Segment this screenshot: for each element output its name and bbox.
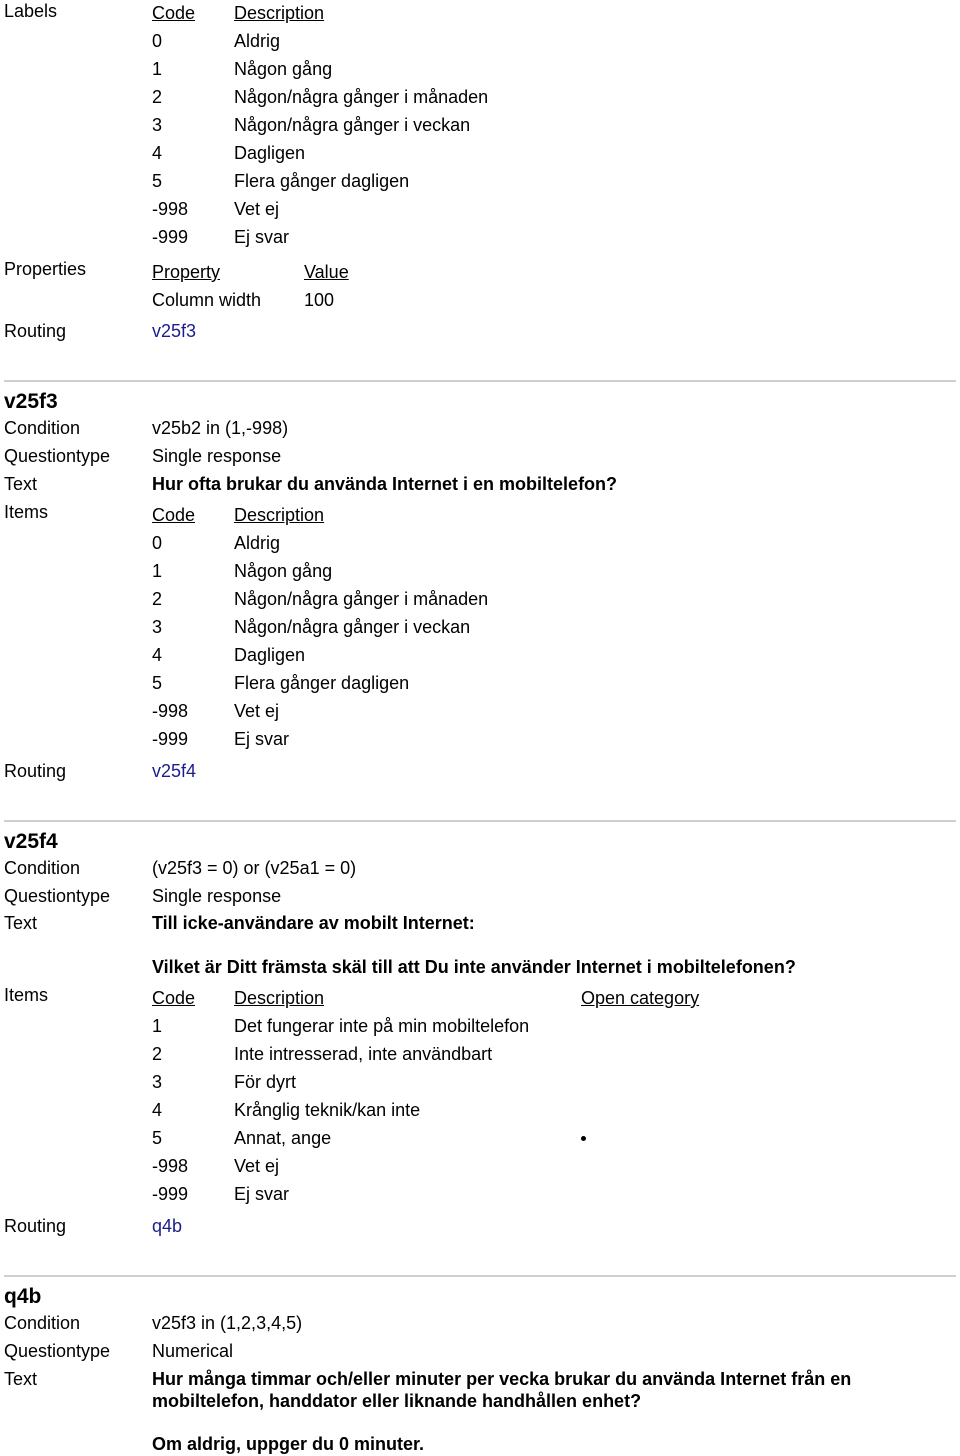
condition-value: v25f3 in (1,2,3,4,5): [152, 1313, 303, 1333]
condition-label: Condition: [4, 418, 81, 438]
item-code: 0: [152, 533, 163, 553]
item-description: Flera gånger dagligen: [234, 171, 410, 191]
item-code: 2: [152, 1044, 163, 1064]
section-divider: [4, 820, 956, 822]
description-header: Description: [234, 3, 325, 23]
questiontype-value: Numerical: [152, 1341, 234, 1361]
item-code: 5: [152, 171, 163, 191]
question-title: v25f3: [4, 390, 58, 413]
item-code: 4: [152, 645, 163, 665]
questiontype-label: Questiontype: [4, 886, 111, 906]
item-description: För dyrt: [234, 1072, 297, 1092]
item-description: Annat, ange: [234, 1128, 332, 1148]
item-code: -998: [152, 199, 189, 219]
questiontype-value: Single response: [152, 446, 282, 466]
property-header: Property: [152, 262, 221, 282]
item-description: Någon/några gånger i veckan: [234, 617, 471, 637]
questiontype-label: Questiontype: [4, 1341, 111, 1361]
question-title: v25f4: [4, 830, 58, 853]
item-code: 4: [152, 143, 163, 163]
item-description: Dagligen: [234, 143, 306, 163]
code-header: Code: [152, 505, 196, 525]
routing-label: Routing: [4, 761, 67, 781]
properties-label: Properties: [4, 259, 87, 279]
item-description: Någon gång: [234, 561, 333, 581]
description-header: Description: [234, 505, 325, 525]
item-code: 2: [152, 589, 163, 609]
question-text-line-2: Vilket är Ditt främsta skäl till att Du inte använder Internet i mobiltelefonen?: [152, 957, 796, 977]
item-description: Någon gång: [234, 59, 333, 79]
open-category-header: Open category: [581, 988, 700, 1008]
question-title: q4b: [4, 1285, 42, 1308]
item-code: 1: [152, 561, 163, 581]
item-code: -999: [152, 227, 189, 247]
item-code: 3: [152, 1072, 163, 1092]
property-name: Column width: [152, 290, 262, 310]
items-label: Items: [4, 502, 49, 522]
routing-label: Routing: [4, 321, 67, 341]
description-header: Description: [234, 988, 325, 1008]
item-code: -999: [152, 729, 189, 749]
question-text: Hur ofta brukar du använda Internet i en mobiltelefon?: [152, 474, 618, 494]
item-description: Aldrig: [234, 31, 281, 51]
routing-label: Routing: [4, 1216, 67, 1236]
item-description: Inte intresserad, inte användbart: [234, 1044, 493, 1064]
item-description: Vet ej: [234, 1156, 280, 1176]
item-description: Krånglig teknik/kan inte: [234, 1100, 421, 1120]
item-code: -998: [152, 701, 189, 721]
question-text-line-1: Hur många timmar och/eller minuter per vecka brukar du använda Internet från en: [152, 1369, 852, 1389]
questiontype-label: Questiontype: [4, 446, 111, 466]
item-code: 1: [152, 1016, 163, 1036]
item-description: Aldrig: [234, 533, 281, 553]
condition-value: (v25f3 = 0) or (v25a1 = 0): [152, 858, 357, 878]
item-code: 5: [152, 1128, 163, 1148]
code-header: Code: [152, 988, 196, 1008]
condition-label: Condition: [4, 858, 81, 878]
code-header: Code: [152, 3, 196, 23]
item-description: Dagligen: [234, 645, 306, 665]
item-description: Någon/några gånger i veckan: [234, 115, 471, 135]
item-code: 0: [152, 31, 163, 51]
item-code: 1: [152, 59, 163, 79]
condition-label: Condition: [4, 1313, 81, 1333]
item-description: Någon/några gånger i månaden: [234, 87, 489, 107]
item-description: Ej svar: [234, 729, 290, 749]
questiontype-value: Single response: [152, 886, 282, 906]
labels-label: Labels: [4, 1, 58, 21]
item-code: 3: [152, 115, 163, 135]
open-category-bullet-icon: [581, 1136, 586, 1141]
item-code: 5: [152, 673, 163, 693]
item-description: Det fungerar inte på min mobiltelefon: [234, 1016, 530, 1036]
item-description: Vet ej: [234, 199, 280, 219]
routing-link-q4b[interactable]: q4b: [152, 1216, 183, 1236]
condition-value: v25b2 in (1,-998): [152, 418, 289, 438]
item-code: -998: [152, 1156, 189, 1176]
question-text-line-3: Om aldrig, uppger du 0 minuter.: [152, 1434, 425, 1454]
item-description: Ej svar: [234, 227, 290, 247]
item-code: 2: [152, 87, 163, 107]
routing-link-v25f4[interactable]: v25f4: [152, 761, 197, 781]
item-code: 3: [152, 617, 163, 637]
item-description: Flera gånger dagligen: [234, 673, 410, 693]
item-code: -999: [152, 1184, 189, 1204]
text-label: Text: [4, 474, 38, 494]
routing-link-v25f3[interactable]: v25f3: [152, 321, 197, 341]
question-text-line-1: Till icke-användare av mobilt Internet:: [152, 913, 475, 933]
item-description: Någon/några gånger i månaden: [234, 589, 489, 609]
items-label: Items: [4, 985, 49, 1005]
item-description: Ej svar: [234, 1184, 290, 1204]
section-divider: [4, 380, 956, 382]
text-label: Text: [4, 913, 38, 933]
item-code: 4: [152, 1100, 163, 1120]
property-value: 100: [304, 290, 335, 310]
question-text-line-2: mobiltelefon, handdator eller liknande handhållen enhet?: [152, 1391, 642, 1411]
text-label: Text: [4, 1369, 38, 1389]
item-description: Vet ej: [234, 701, 280, 721]
value-header: Value: [304, 262, 349, 282]
section-divider: [4, 1275, 956, 1277]
